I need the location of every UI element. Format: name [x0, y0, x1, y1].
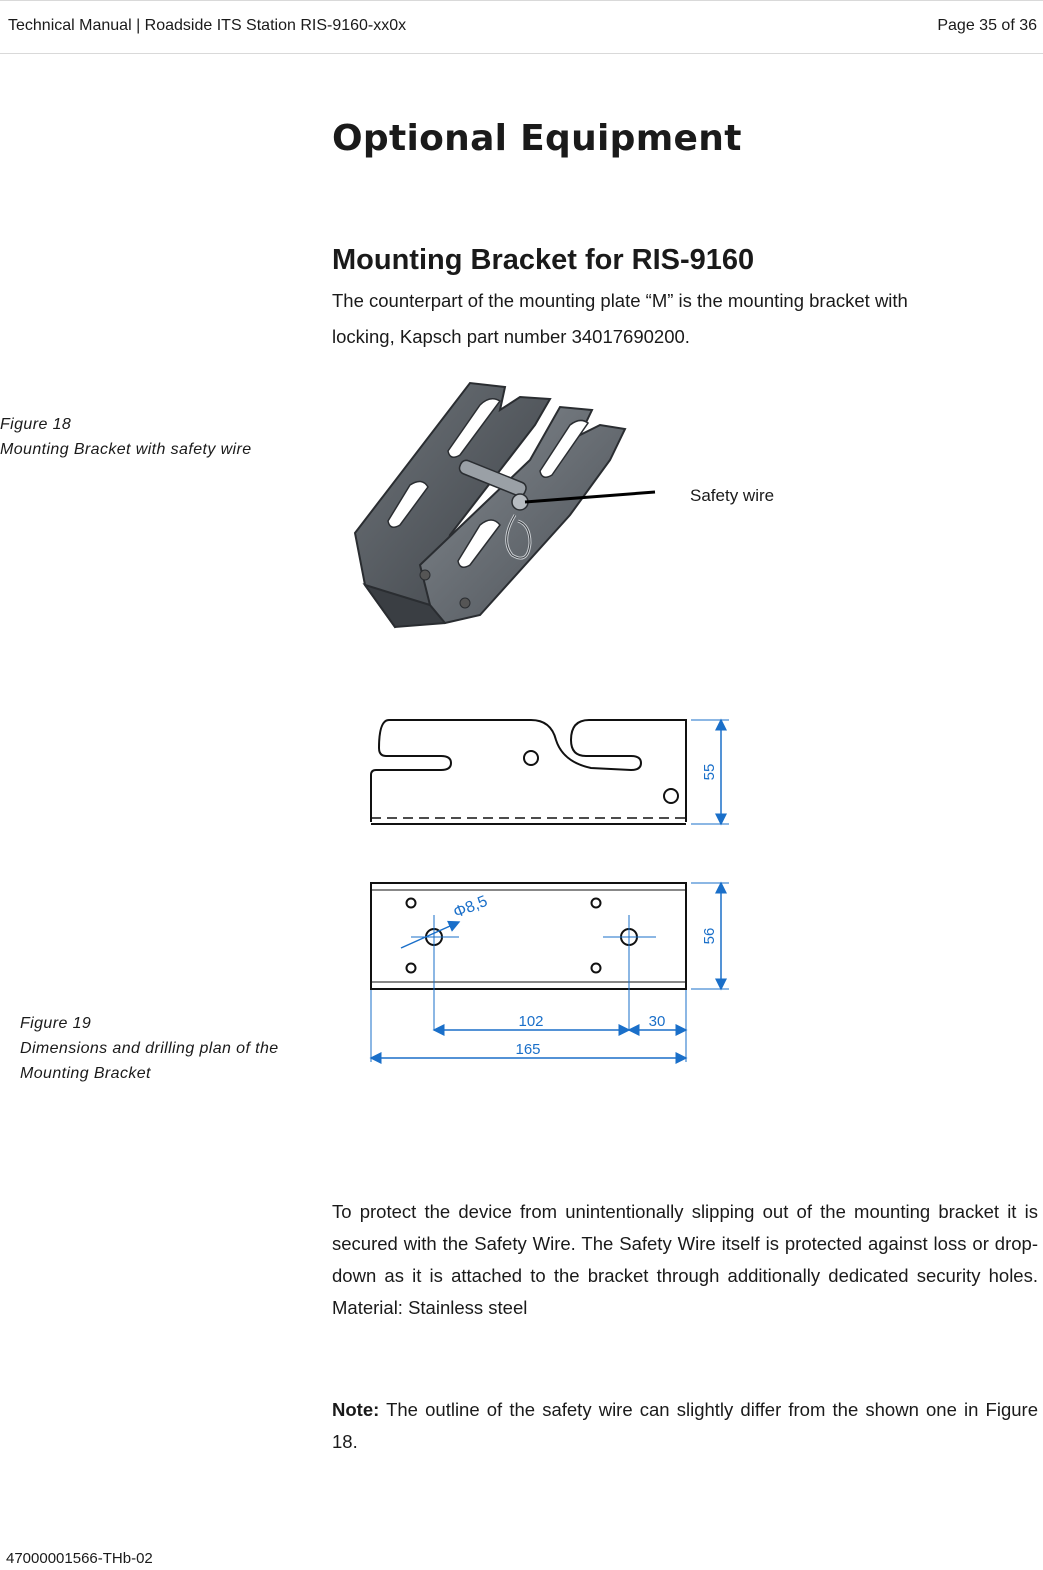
- footer-document-id: 47000001566-THb-02: [6, 1550, 153, 1567]
- dimension-hole-diameter: Φ8,5: [451, 892, 490, 922]
- header-bottom-rule: [0, 53, 1043, 54]
- safety-wire-callout: Safety wire: [690, 486, 775, 505]
- dimension-edge-distance: 30: [648, 1013, 666, 1030]
- page-title: Optional Equipment: [332, 118, 742, 159]
- dimension-height-55: 55: [701, 763, 718, 781]
- body-paragraph: To protect the device from unintentionally slipping out of the mounting bracket it is secured with the Safety Wire. The Safety Wire itself is protected against loss or drop-down as it is attached to the bracket through additionally dedicated security holes. Material: Stainless steel: [332, 1201, 1038, 1318]
- note-label: Note:: [332, 1399, 380, 1420]
- section-heading: Mounting Bracket for RIS-9160: [332, 244, 755, 276]
- dimension-height-56: 56: [701, 927, 718, 945]
- dimension-hole-spacing: 102: [518, 1013, 544, 1030]
- plan-view-outline: [371, 883, 686, 989]
- intro-line-1: The counterpart of the mounting plate “M” is the mounting bracket with: [332, 290, 908, 311]
- header-page-number: Page 35 of 36: [937, 17, 1037, 34]
- figure-19-title-line-1: Dimensions and drilling plan of the: [20, 1040, 279, 1057]
- figure-18-number: Figure 18: [0, 416, 72, 433]
- header-document-title: Technical Manual | Roadside ITS Station RIS-9160-xx0x: [8, 17, 407, 34]
- header-top-rule: [0, 0, 1043, 1]
- figure-19-title-line-2: Mounting Bracket: [20, 1065, 151, 1082]
- figure-19-number: Figure 19: [20, 1015, 92, 1032]
- figure-18-title: Mounting Bracket with safety wire: [0, 441, 252, 458]
- figure-19-caption: [20, 1011, 320, 1086]
- figure-18-caption: [0, 412, 300, 462]
- note-text: The outline of the safety wire can slightly differ from the shown one in Figure 18.: [332, 1399, 1038, 1452]
- dimension-total-length: 165: [515, 1041, 541, 1058]
- side-view-outline: [371, 720, 686, 822]
- intro-line-2: locking, Kapsch part number 34017690200.: [332, 326, 690, 347]
- intro-paragraph: [332, 285, 1032, 353]
- drilling-plan-drawing: [331, 700, 781, 1090]
- note-paragraph: [332, 1394, 1038, 1458]
